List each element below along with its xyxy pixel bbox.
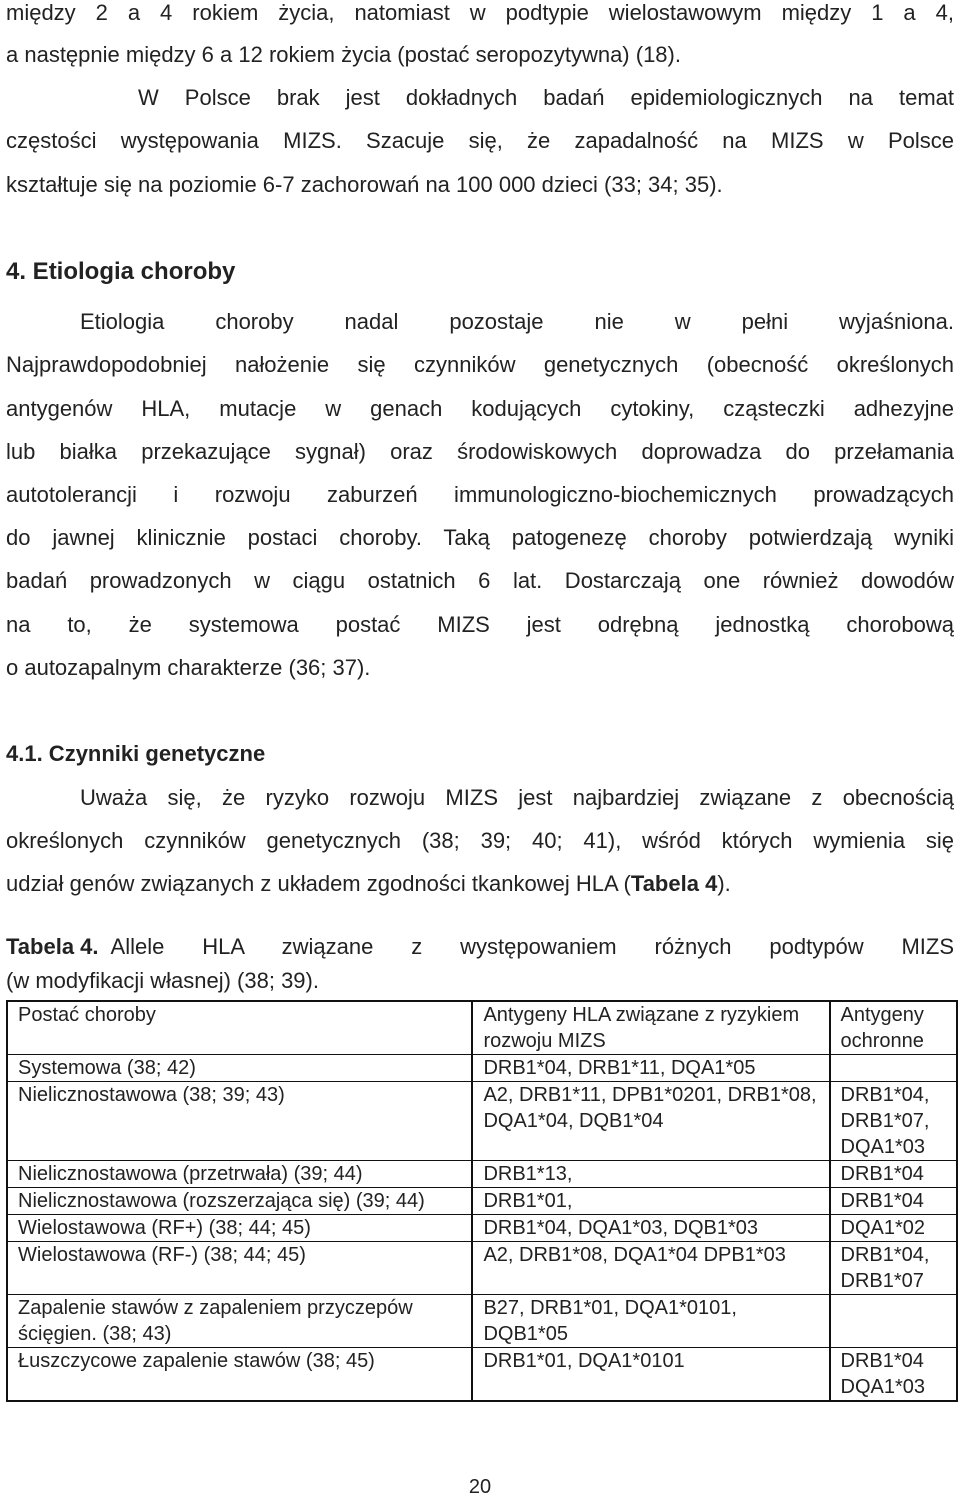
table-row: [7, 1242, 957, 1295]
section-41-line-3-text: udział genów związanych z układem zgodności tkankowej HLA (: [6, 871, 631, 896]
cell-disease-form: Wielostawowa (RF-) (38; 44; 45): [7, 1242, 472, 1295]
cell-protective-antigens: DRB1*04, DRB1*07: [830, 1242, 957, 1295]
cell-risk-antigens: A2, DRB1*11, DPB1*0201, DRB1*08, DQA1*04, DQB1*04: [472, 1082, 829, 1161]
section-41-line-3: [6, 871, 954, 897]
table-caption-line-2: (w modyfikacji własnej) (38; 39).: [6, 968, 319, 993]
table-row: [7, 1188, 957, 1215]
section-4-line-8: na to, że systemowa postać MIZS jest odrębną jednostką chorobową: [6, 612, 954, 637]
cell-risk-antigens: A2, DRB1*08, DQA1*04 DPB1*03: [472, 1242, 829, 1295]
cell-risk-antigens: DRB1*01,: [472, 1188, 829, 1215]
section-41-line-3-end: ).: [717, 871, 731, 896]
cell-disease-form: Łuszczycowe zapalenie stawów (38; 45): [7, 1348, 472, 1402]
section-4-line-9: o autozapalnym charakterze (36; 37).: [6, 655, 371, 680]
table-row: [7, 1161, 957, 1188]
table-reference: Tabela 4: [630, 871, 718, 896]
table-caption-line-1: [6, 934, 954, 960]
cell-risk-antigens: DRB1*01, DQA1*0101: [472, 1348, 829, 1402]
intro-line-3: W Polsce brak jest dokładnych badań epidemiologicznych na temat: [138, 85, 954, 110]
cell-disease-form: Systemowa (38; 42): [7, 1055, 472, 1082]
cell-protective-antigens: DRB1*04: [830, 1188, 957, 1215]
table-row: [7, 1295, 957, 1348]
table-row: [7, 1055, 957, 1082]
header-disease-form: Postać choroby: [7, 1001, 472, 1055]
section-4-line-5: autotolerancji i rozwoju zaburzeń immunologiczno-biochemicznych prowadzących: [6, 482, 954, 507]
cell-disease-form: Zapalenie stawów z zapaleniem przyczepów ścięgien. (38; 43): [7, 1295, 472, 1348]
table-caption-title: Allele HLA związane z występowaniem różnych podtypów MIZS: [110, 934, 954, 959]
intro-line-4: częstości występowania MIZS. Szacuje się, że zapadalność na MIZS w Polsce: [6, 128, 954, 153]
section-4-line-7: badań prowadzonych w ciągu ostatnich 6 lat. Dostarczają one również dowodów: [6, 568, 954, 593]
hla-table: [6, 1000, 958, 1402]
cell-disease-form: Nielicznostawowa (38; 39; 43): [7, 1082, 472, 1161]
cell-risk-antigens: DRB1*04, DRB1*11, DQA1*05: [472, 1055, 829, 1082]
intro-line-2: a następnie między 6 a 12 rokiem życia (postać seropozytywna) (18).: [6, 42, 681, 67]
section-4-line-3: antygenów HLA, mutacje w genach kodujących cytokiny, cząsteczki adhezyjne: [6, 396, 954, 421]
cell-protective-antigens: [830, 1295, 957, 1348]
section-41-line-1: Uważa się, że ryzyko rozwoju MIZS jest najbardziej związane z obecnością: [80, 785, 954, 810]
section-41-line-2: określonych czynników genetycznych (38; 39; 40; 41), wśród których wymienia się: [6, 828, 954, 853]
intro-line-5: kształtuje się na poziomie 6-7 zachorowań na 100 000 dzieci (33; 34; 35).: [6, 172, 723, 197]
cell-disease-form: Nielicznostawowa (rozszerzająca się) (39; 44): [7, 1188, 472, 1215]
cell-disease-form: Wielostawowa (RF+) (38; 44; 45): [7, 1215, 472, 1242]
table-caption-label: Tabela 4.: [6, 934, 99, 959]
cell-risk-antigens: DRB1*04, DQA1*03, DQB1*03: [472, 1215, 829, 1242]
cell-disease-form: Nielicznostawowa (przetrwała) (39; 44): [7, 1161, 472, 1188]
table-row: [7, 1082, 957, 1161]
table-header-row: [7, 1001, 957, 1055]
cell-protective-antigens: DRB1*04: [830, 1161, 957, 1188]
section-4-line-4: lub białka przekazujące sygnał) oraz środowiskowych doprowadza do przełamania: [6, 439, 954, 464]
section-4-line-2: Najprawdopodobniej nałożenie się czynników genetycznych (obecność określonych: [6, 352, 954, 377]
section-4-line-6: do jawnej klinicznie postaci choroby. Taką patogenezę choroby potwierdzają wyniki: [6, 525, 954, 550]
cell-protective-antigens: DRB1*04 DQA1*03: [830, 1348, 957, 1402]
section-4-heading: 4. Etiologia choroby: [6, 258, 236, 285]
cell-protective-antigens: [830, 1055, 957, 1082]
section-4-line-1: Etiologia choroby nadal pozostaje nie w pełni wyjaśniona.: [80, 309, 954, 334]
section-41-heading: 4.1. Czynniki genetyczne: [6, 741, 266, 766]
cell-protective-antigens: DQA1*02: [830, 1215, 957, 1242]
header-risk-antigens: Antygeny HLA związane z ryzykiem rozwoju MIZS: [472, 1001, 829, 1055]
cell-risk-antigens: DRB1*13,: [472, 1161, 829, 1188]
page-number: 20: [468, 1476, 492, 1498]
cell-risk-antigens: B27, DRB1*01, DQA1*0101, DQB1*05: [472, 1295, 829, 1348]
intro-line-1: między 2 a 4 rokiem życia, natomiast w podtypie wielostawowym między 1 a 4,: [6, 0, 954, 25]
table-row: [7, 1348, 957, 1402]
cell-protective-antigens: DRB1*04, DRB1*07, DQA1*03: [830, 1082, 957, 1161]
header-protective-antigens: Antygeny ochronne: [830, 1001, 957, 1055]
table-row: [7, 1215, 957, 1242]
